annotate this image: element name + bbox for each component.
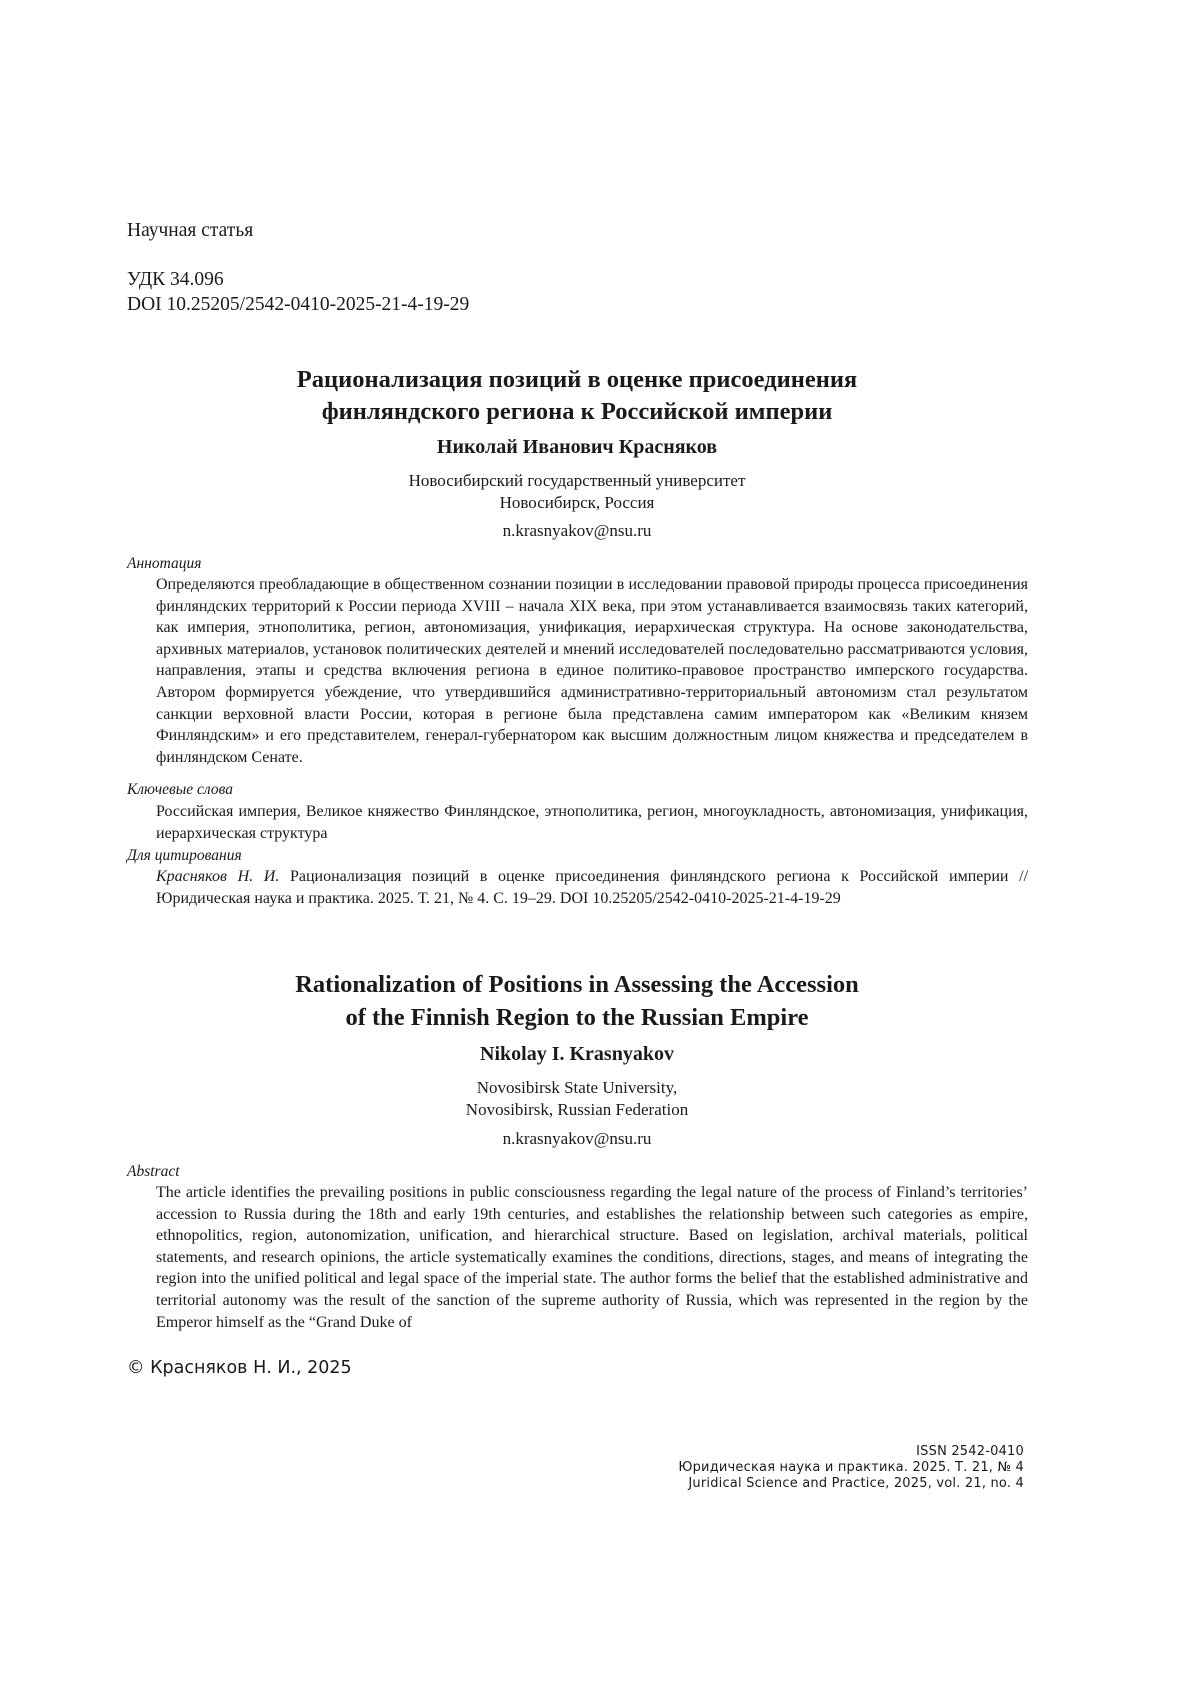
citation-text: Рационализация позиций в оценке присоединения финляндского региона к Российской империи // Юридическая наука и практика. 2025. Т. 21, № 4. С. 19–29. DOI 10.25205/2542-0410-2025-21-4-19-29 bbox=[156, 868, 1029, 907]
footer-journal-en: Juridical Science and Practice, 2025, vol. 21, no. 4 bbox=[688, 1476, 1024, 1491]
en-abstract-label: Abstract bbox=[127, 1163, 180, 1180]
ru-author: Николай Иванович Красняков bbox=[436, 436, 718, 458]
ru-citation bbox=[156, 866, 1028, 909]
footer-journal-ru: Юридическая наука и практика. 2025. Т. 21, № 4 bbox=[678, 1460, 1024, 1475]
ru-keywords-label: Ключевые слова bbox=[127, 781, 233, 798]
ru-affiliation-line1: Новосибирский государственный университет bbox=[408, 471, 746, 490]
ru-title-line1: Рационализация позиций в оценке присоединения bbox=[296, 366, 858, 393]
article-type: Научная статья bbox=[127, 220, 254, 241]
ru-title-line2: финляндского региона к Российской империи bbox=[321, 398, 833, 425]
udk-code: УДК 34.096 bbox=[127, 269, 224, 290]
en-affiliation-line2: Novosibirsk, Russian Federation bbox=[465, 1100, 689, 1119]
ru-citation-label: Для цитирования bbox=[127, 847, 242, 864]
ru-keywords-text: Российская империя, Великое княжество Финляндское, этнополитика, регион, многоукладность, автономизация, унификация, иерархическая структура bbox=[156, 803, 1028, 842]
ru-abstract-text: Определяются преобладающие в общественном сознании позиции в исследовании правовой природы процесса присоединения финляндских территорий к России периода XVIII – начала XIX века, при этом устанавливается взаимосвязь таких категорий, как империя, этнополитика, регион, автономизация, унификация, иерархическая структура. На основе законодательства, архивных материалов, установок политических деятелей и мнений исследователей последовательно рассматриваются условия, направления, этапы и средства включения региона в единое политико-правовое пространство имперского государства. Автором формируется убеждение, что утвердившийся административно-территориальный автономизм стал результатом санкции верховной власти России, которая в регионе была представлена самим императором как «Великим князем Финляндским» и его представителем, генерал-губернатором как высшим должностным лицом княжества и председателем в финляндском Сенате. bbox=[156, 576, 1028, 766]
citation-author: Красняков Н. И. bbox=[156, 868, 280, 885]
en-title-line2: of the Finnish Region to the Russian Empire bbox=[345, 1004, 809, 1031]
ru-email: n.krasnyakov@nsu.ru bbox=[502, 521, 652, 540]
copyright: © Красняков Н. И., 2025 bbox=[127, 1358, 352, 1378]
footer-issn: ISSN 2542-0410 bbox=[916, 1444, 1024, 1459]
en-abstract-text: The article identifies the prevailing positions in public consciousness regarding the legal nature of the process of Finland’s territories’ accession to Russia during the 18th and early 19th centuries, and establishes the relationship between such categories as empire, ethnopolitics, region, autonomization, unification, and hierarchical structure. Based on legislation, archival materials, political statements, and research opinions, the article systematically examines the conditions, directions, stages, and means of integrating the region into the unified political and legal space of the imperial state. The author forms the belief that the established administrative and territorial autonomy was the result of the sanction of the supreme authority of Russia, which was represented in the region by the Emperor himself as the “Grand Duke of bbox=[156, 1184, 1028, 1331]
en-author: Nikolay I. Krasnyakov bbox=[480, 1043, 674, 1065]
ru-affiliation-line2: Новосибирск, Россия bbox=[499, 493, 655, 512]
en-email: n.krasnyakov@nsu.ru bbox=[502, 1129, 652, 1148]
en-title-line1: Rationalization of Positions in Assessing the Accession bbox=[295, 971, 859, 998]
doi: DOI 10.25205/2542-0410-2025-21-4-19-29 bbox=[127, 294, 470, 315]
en-affiliation-line1: Novosibirsk State University, bbox=[476, 1078, 678, 1097]
ru-abstract-label: Аннотация bbox=[127, 555, 202, 572]
